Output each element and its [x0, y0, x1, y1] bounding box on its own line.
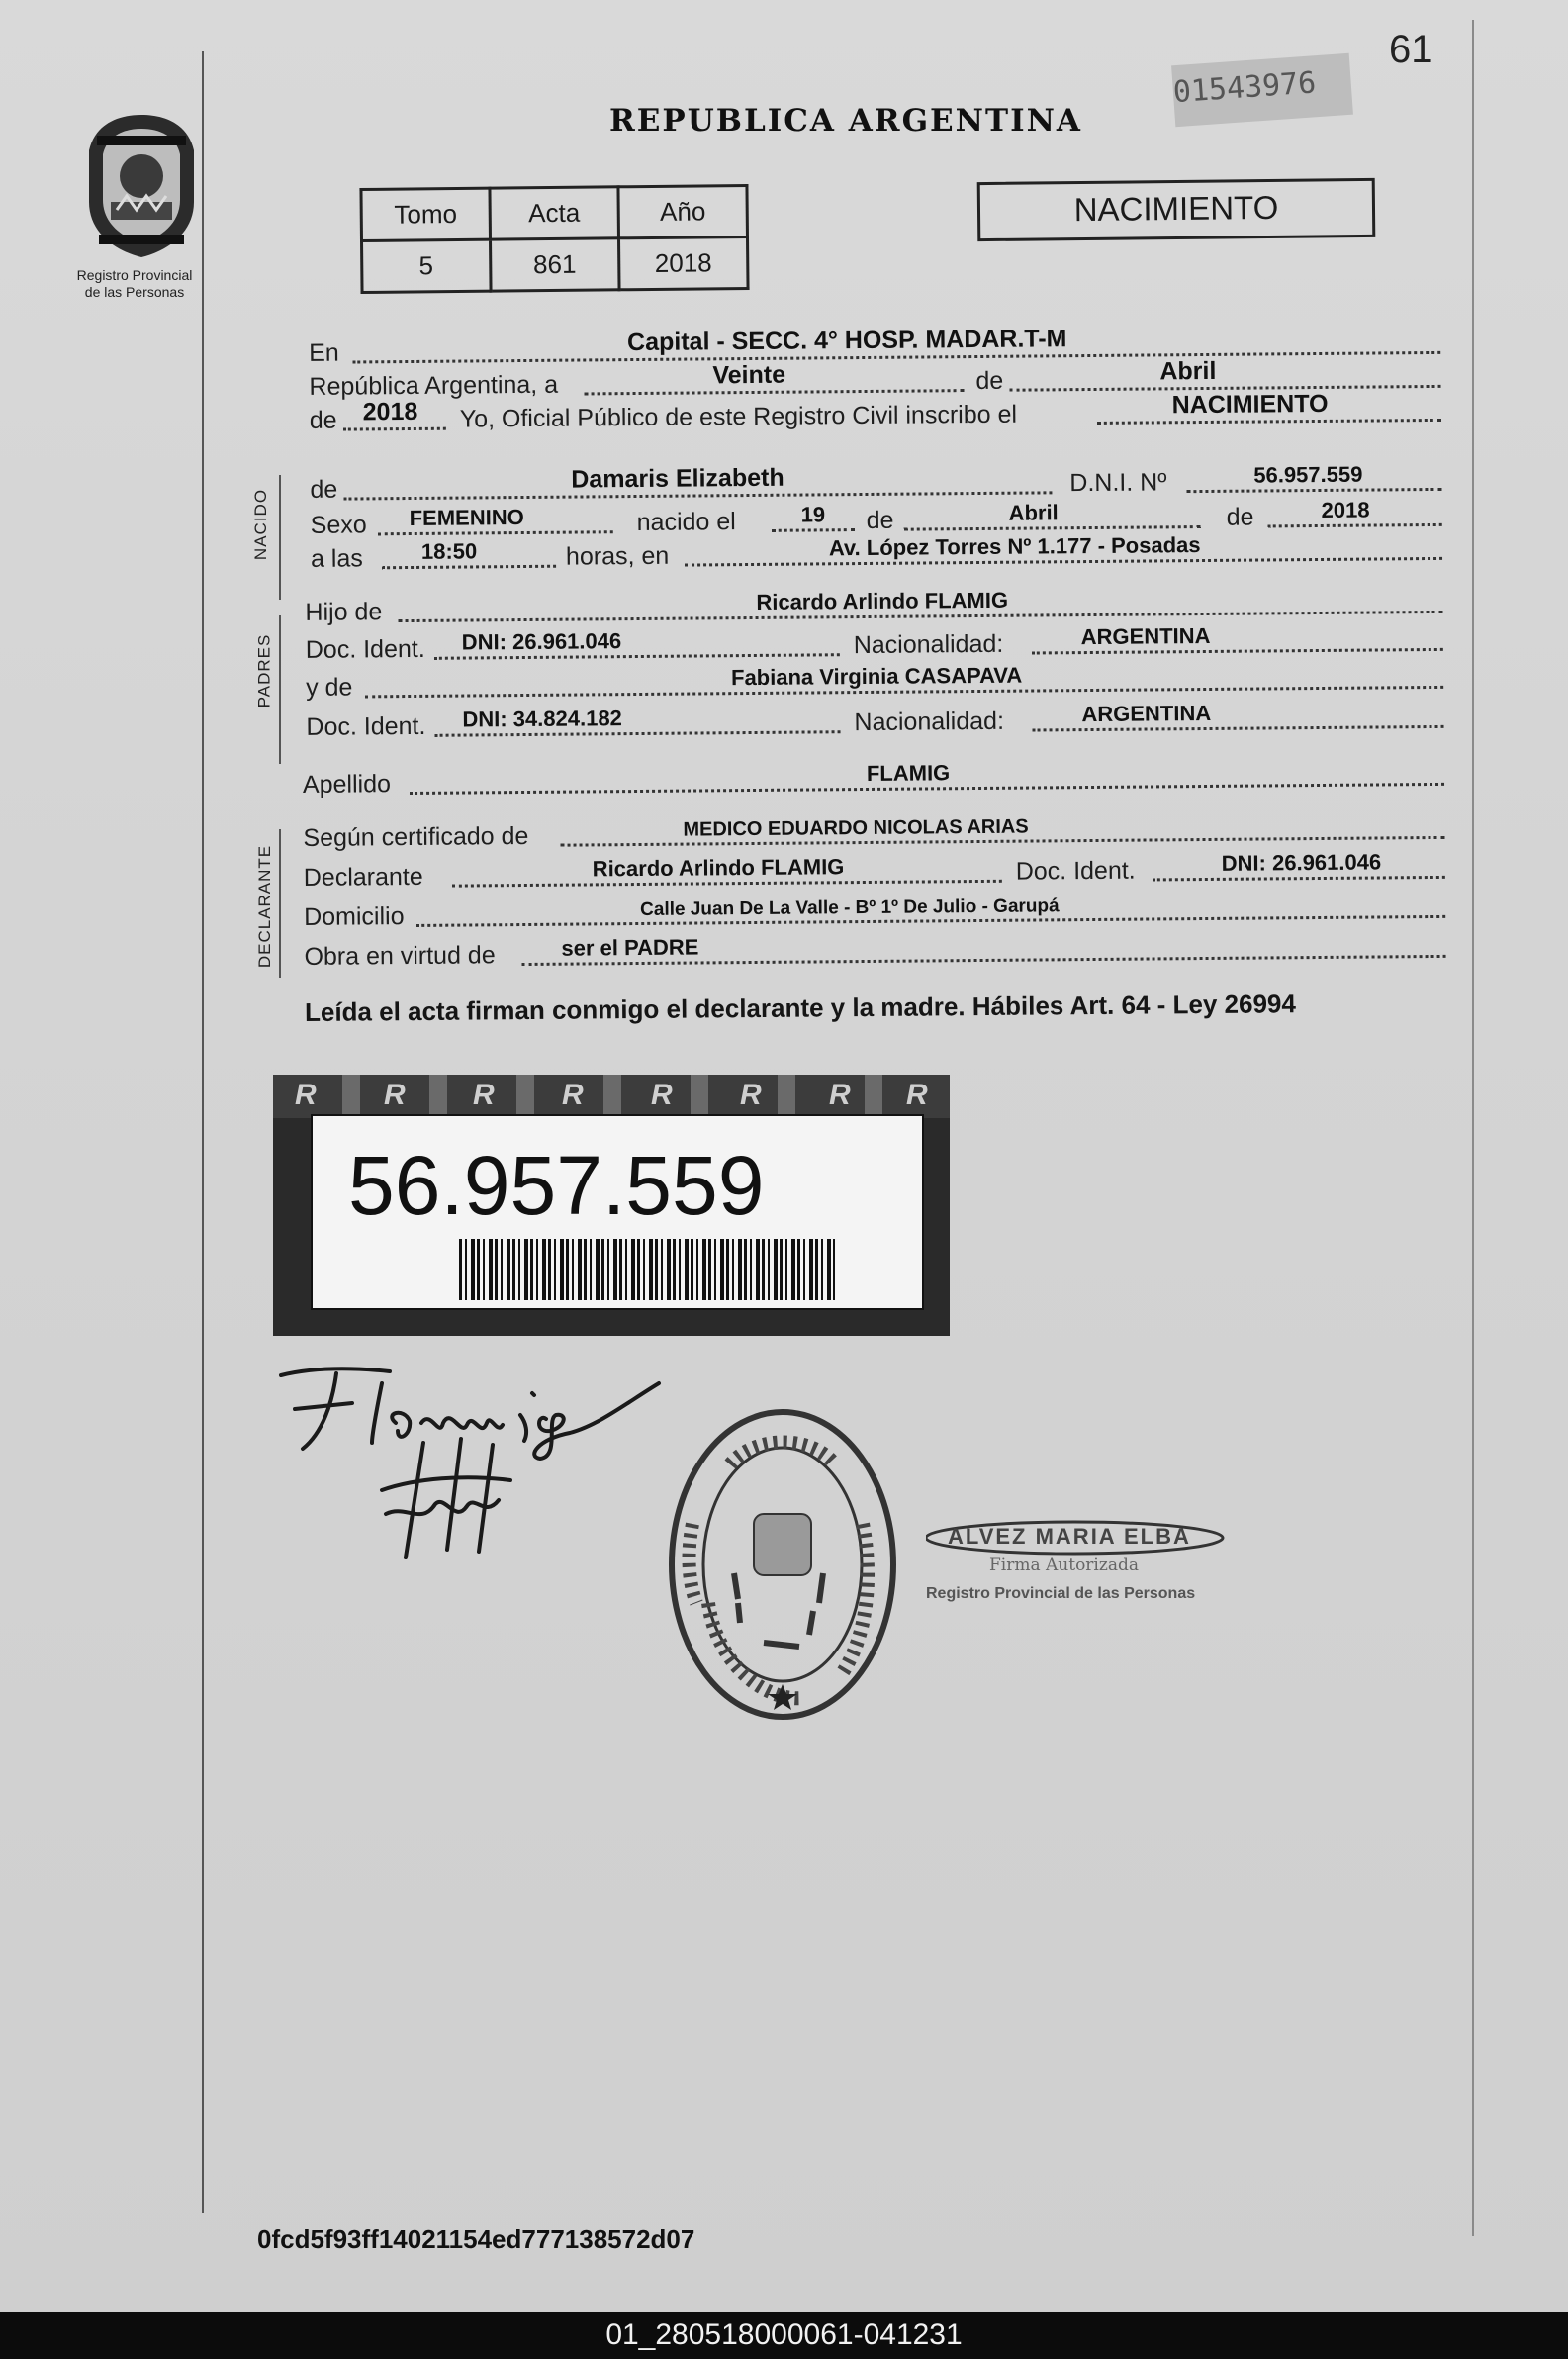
- id-number-card: [311, 1114, 924, 1310]
- registry-name-line1: Registro Provincial: [76, 267, 193, 283]
- record-table: [359, 184, 749, 294]
- section-label-padres: PADRES: [254, 633, 274, 708]
- official-name: ALVEZ MARIA ELBA: [948, 1524, 1191, 1549]
- value-mother-nationality: ARGENTINA: [1081, 700, 1212, 727]
- record-header-acta: Acta: [490, 187, 619, 239]
- dotted-line: [382, 565, 556, 570]
- label-en: En: [309, 338, 339, 367]
- dotted-line: [343, 427, 446, 431]
- section-rule-declarante: [279, 829, 281, 978]
- value-birth-month: Abril: [1008, 500, 1059, 525]
- label-y-de: y de: [306, 673, 353, 702]
- record-value-acta: 861: [491, 238, 620, 291]
- section-label-nacido: NACIDO: [251, 488, 271, 561]
- country-title: REPUBLICA ARGENTINA: [609, 103, 1082, 139]
- section-rule-padres: [279, 615, 281, 764]
- value-birth-day: 19: [800, 502, 826, 527]
- value-declarant-name: Ricardo Arlindo FLAMIG: [592, 854, 845, 882]
- label-certificado: Según certificado de: [303, 821, 529, 852]
- dotted-line: [1268, 523, 1442, 528]
- band-letter: R: [384, 1079, 406, 1111]
- value-month: Abril: [1159, 356, 1217, 386]
- label-de-name: de: [310, 475, 338, 504]
- value-location: Capital - SECC. 4° HOSP. MADAR.T-M: [626, 325, 1067, 357]
- label-de: de: [975, 366, 1004, 396]
- label-declarante: Declarante: [303, 862, 423, 892]
- label-nacionalidad: Nacionalidad:: [853, 629, 1004, 660]
- label-republica: República Argentina, a: [309, 370, 559, 401]
- label-horas-en: horas, en: [565, 541, 670, 571]
- band-letter: R: [740, 1079, 762, 1111]
- label-de-year2: de: [1226, 503, 1254, 531]
- band-letter: R: [473, 1079, 495, 1111]
- label-nacido-el: nacido el: [636, 508, 736, 537]
- label-obra-en-virtud: Obra en virtud de: [304, 941, 496, 971]
- birth-record-form: [297, 323, 1444, 971]
- closing-statement: Leída el acta firman conmigo el declarante y la madre. Hábiles Art. 64 - Ley 26994: [304, 989, 1297, 1027]
- label-nacionalidad: Nacionalidad:: [854, 707, 1005, 737]
- value-mother-name: Fabiana Virginia CASAPAVA: [730, 662, 1023, 691]
- band-letter: R: [562, 1079, 584, 1111]
- record-value-tomo: 5: [362, 239, 492, 292]
- label-doc-ident: Doc. Ident.: [306, 711, 426, 741]
- label-domicilio: Domicilio: [304, 902, 405, 931]
- label-de-month: de: [866, 506, 894, 534]
- value-surname: FLAMIG: [866, 760, 951, 786]
- band-letter: R: [906, 1079, 928, 1111]
- security-band: [273, 1075, 950, 1118]
- value-father-doc: DNI: 26.961.046: [461, 628, 622, 655]
- record-header-tomo: Tomo: [361, 188, 491, 240]
- label-oficial: Yo, Oficial Público de este Registro Civil inscribo el: [459, 400, 1018, 433]
- value-declarant-address: Calle Juan De La Valle - Bº 1º De Julio - Garupá: [640, 896, 1060, 920]
- band-letter: R: [829, 1079, 851, 1111]
- value-birth-year: 2018: [1321, 497, 1370, 522]
- official-org: Registro Provincial de las Personas: [926, 1585, 1196, 1602]
- value-father-name: Ricardo Arlindo FLAMIG: [756, 587, 1009, 614]
- control-number-stamp: 01543976: [1171, 53, 1353, 127]
- document-type-box: NACIMIENTO: [977, 178, 1376, 241]
- value-declarant-doc: DNI: 26.961.046: [1221, 849, 1382, 876]
- value-day-words: Veinte: [712, 360, 786, 390]
- label-hijo-de: Hijo de: [305, 598, 383, 626]
- document-hash: 0fcd5f93ff14021154ed777138572d07: [257, 2224, 695, 2254]
- mother-signature: [376, 1435, 514, 1563]
- id-number-label: [273, 1075, 950, 1336]
- value-year: 2018: [362, 397, 418, 426]
- section-rule-nacido: [279, 475, 281, 600]
- dotted-line: [1186, 488, 1441, 493]
- misiones-coat-of-arms-icon: [77, 111, 206, 259]
- label-doc-ident: Doc. Ident.: [1015, 856, 1136, 886]
- label-apellido: Apellido: [302, 770, 392, 799]
- value-mother-doc: DNI: 34.824.182: [462, 706, 622, 732]
- dotted-line: [772, 528, 855, 532]
- footer-filename: 01_280518000061-041231: [0, 2312, 1568, 2359]
- record-header-ano: Año: [618, 185, 748, 237]
- official-signature-block: [926, 1514, 1262, 1623]
- id-number: 56.957.559: [348, 1139, 765, 1232]
- registry-seal-icon: [665, 1405, 900, 1724]
- value-declarant-relation: ser el PADRE: [561, 934, 699, 961]
- record-value-ano: 2018: [618, 236, 748, 289]
- row-apellido: [301, 754, 1448, 803]
- label-doc-ident: Doc. Ident.: [305, 634, 425, 664]
- value-inscribo: NACIMIENTO: [1171, 389, 1329, 420]
- band-letter: R: [651, 1079, 673, 1111]
- official-role: Firma Autorizada: [989, 1556, 1139, 1575]
- value-father-nationality: ARGENTINA: [1080, 622, 1211, 650]
- dotted-line: [1153, 876, 1445, 882]
- registry-name: [55, 267, 214, 301]
- dotted-line: [1097, 419, 1441, 425]
- barcode-icon: [459, 1239, 835, 1300]
- value-certifying-doctor: MEDICO EDUARDO NICOLAS ARIAS: [683, 815, 1029, 841]
- value-birth-place: Av. López Torres Nº 1.177 - Posadas: [828, 532, 1201, 561]
- left-margin-line: [202, 51, 204, 2213]
- band-letter: R: [295, 1079, 317, 1111]
- value-birth-time: 18:50: [420, 538, 478, 564]
- value-child-name: Damaris Elizabeth: [571, 463, 784, 494]
- section-label-declarante: DECLARANTE: [255, 844, 275, 969]
- right-margin-line: [1472, 20, 1474, 2236]
- value-sex: FEMENINO: [409, 505, 524, 531]
- value-child-dni: 56.957.559: [1253, 461, 1363, 488]
- label-a-las: a las: [310, 544, 363, 573]
- label-de-year: de: [309, 406, 337, 434]
- page-number: 61: [1389, 28, 1433, 71]
- registry-name-line2: de las Personas: [84, 284, 185, 300]
- label-sexo: Sexo: [310, 511, 367, 539]
- label-dni: D.N.I. Nº: [1069, 468, 1167, 498]
